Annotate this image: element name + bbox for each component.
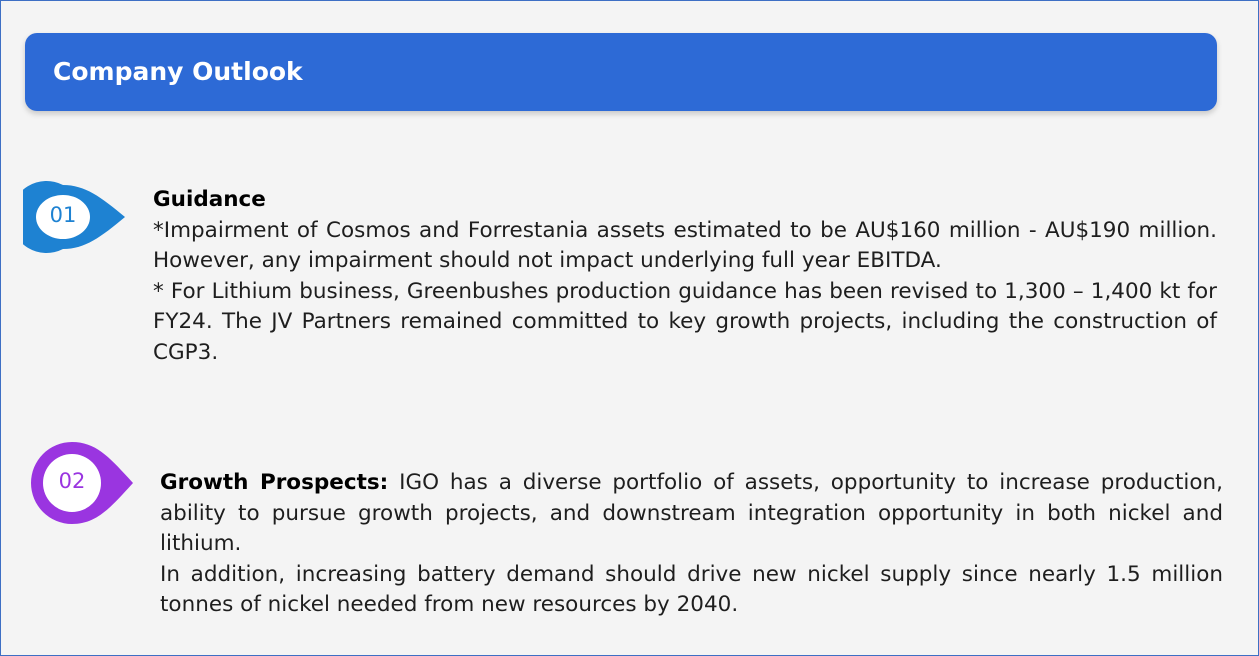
header-banner bbox=[25, 33, 1217, 111]
marker-01-number: 01 bbox=[49, 203, 77, 227]
guidance-section bbox=[153, 185, 1217, 368]
growth-prospects-title: Growth Prospects: bbox=[160, 470, 389, 495]
page-title: Company Outlook bbox=[53, 57, 303, 86]
growth-prospects-lead: IGO has a diverse portfolio of assets, opportunity to increase production, ability to pursue growth projects, and downstream integration opportunity in both nickel and lithium. bbox=[160, 470, 1223, 556]
growth-prospects-paragraph-1: In addition, increasing battery demand should drive new nickel supply since nearly 1.5 million tonnes of nickel needed from new resources by 2040. bbox=[160, 561, 1223, 617]
number-marker-01 bbox=[23, 181, 133, 271]
number-marker-02 bbox=[31, 441, 141, 531]
growth-prospects-section bbox=[160, 468, 1223, 621]
guidance-paragraph-2: * For Lithium business, Greenbushes production guidance has been revised to 1,300 – 1,400 kt for FY24. The JV Partners remained committed to key growth projects, including the construction of CGP3. bbox=[153, 278, 1217, 365]
guidance-paragraph-1: *Impairment of Cosmos and Forrestania assets estimated to be AU$160 million - AU$190 million. However, any impairment should not impact underlying full year EBITDA. bbox=[153, 217, 1217, 273]
guidance-title: Guidance bbox=[153, 187, 266, 212]
marker-02-number: 02 bbox=[58, 469, 86, 493]
